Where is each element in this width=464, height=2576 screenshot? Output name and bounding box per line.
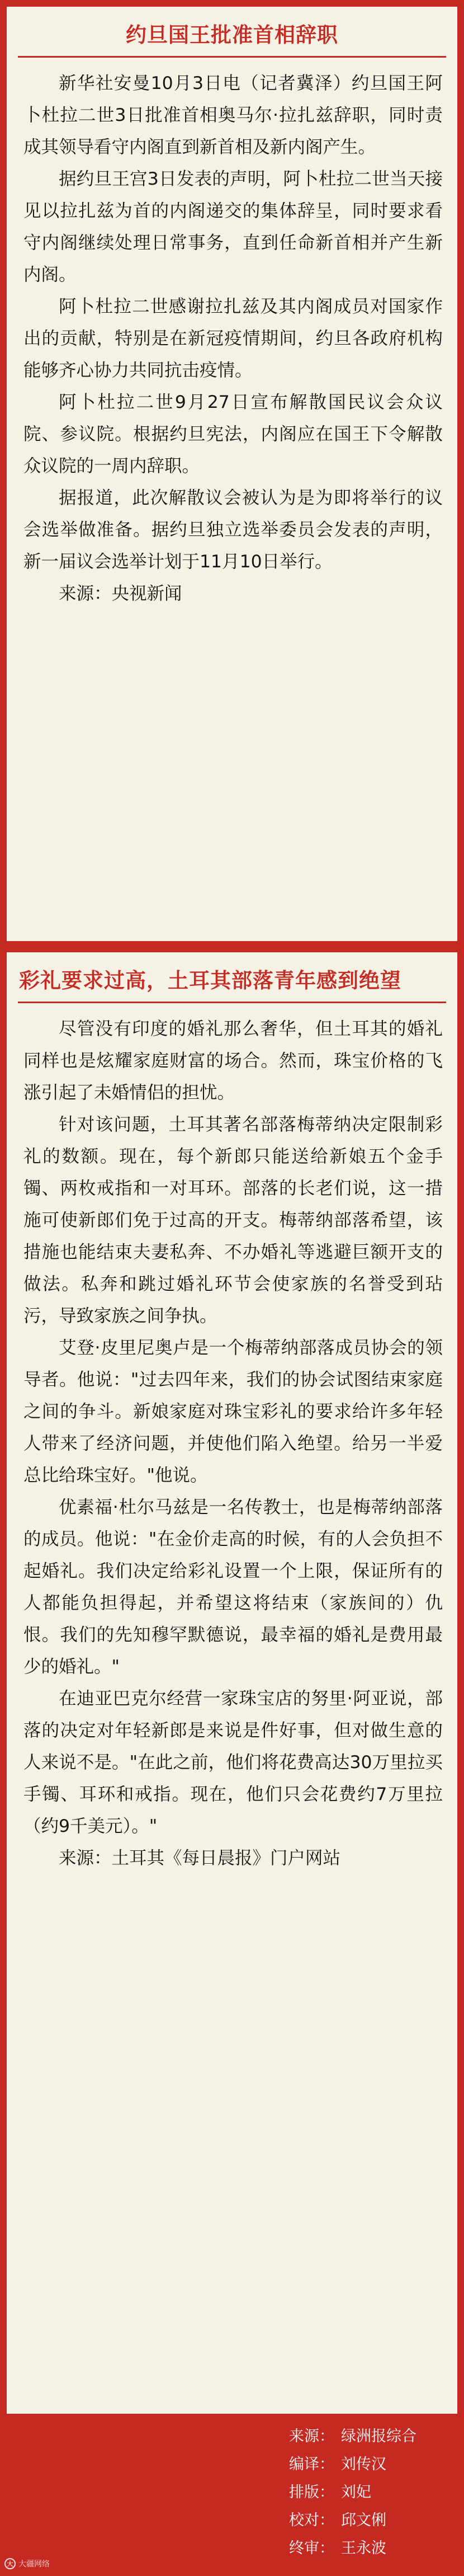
headline-divider [18, 56, 446, 58]
headline-jordan: 约旦国王批准首相辞职 [126, 22, 338, 47]
credit-final-review [263, 2535, 464, 2563]
watermark-text: 大疆网络 [18, 2560, 50, 2569]
headline-divider [18, 1002, 446, 1003]
watermark [4, 2558, 50, 2569]
paragraph: 新华社安曼10月3日电（记者冀泽）约旦国王阿卜杜拉二世3日批准首相奥马尔·拉扎兹辞职，同时责成其领导看守内阁直到新首相及新内阁产生。 [23, 73, 443, 157]
watermark-logo-icon: 大 [4, 2558, 16, 2569]
article-panel-turkey [7, 952, 457, 2414]
article-body-turkey [7, 1013, 457, 1874]
credit-value: 绿洲报综合 [341, 2428, 416, 2445]
article-body-jordan [7, 68, 457, 610]
credit-label: 终审： [289, 2540, 334, 2557]
credit-proofreader [263, 2507, 464, 2535]
paragraph: 针对该问题，土耳其著名部落梅蒂纳决定限制彩礼的数额。现在，每个新郎只能送给新娘五个金手镯、两枚戒指和一对耳环。部落的长老们说，这一措施可使新郎们免于过高的开支。梅蒂纳部落希望，该措施也能结束夫妻私奔、不办婚礼等逃避巨额开支的做法。私奔和跳过婚礼环节会使家族的名誉受到玷污，导致家族之间争执。 [23, 1115, 443, 1326]
credit-label: 排版： [289, 2484, 334, 2501]
credit-label: 校对： [289, 2512, 334, 2529]
credit-value: 刘妃 [341, 2484, 371, 2501]
paragraph: 尽管没有印度的婚礼那么奢华，但土耳其的婚礼同样也是炫耀家庭财富的场合。然而，珠宝价格的飞涨引起了未婚情侣的担忧。 [23, 1019, 443, 1103]
paragraph: 艾登·皮里尼奥卢是一个梅蒂纳部落成员协会的领导者。他说："过去四年来，我们的协会试图结束家庭之间的争斗。新娘家庭对珠宝彩礼的要求给许多年轻人带来了经济问题，并使他们陷入绝望。给另一半爱总比给珠宝好。"他说。 [23, 1338, 443, 1486]
credit-label: 来源： [289, 2428, 334, 2445]
paragraph: 阿卜杜拉二世9月27日宣布解散国民议会众议院、参议院。根据约旦宪法，内阁应在国王下令解散众议院的一周内辞职。 [23, 392, 443, 476]
credit-layout [263, 2479, 464, 2507]
credit-value: 刘传汉 [341, 2456, 386, 2473]
paragraph: 据报道，此次解散议会被认为是为即将举行的议会选举做准备。据约旦独立选举委员会发表的声明，新一届议会选举计划于11月10日举行。 [23, 488, 443, 572]
credit-source [263, 2423, 464, 2451]
paragraph: 据约旦王宫3日发表的声明，阿卜杜拉二世当天接见以拉扎兹为首的内阁递交的集体辞呈，同时要求看守内阁继续处理日常事务，直到任命新首相并产生新内阁。 [23, 169, 443, 285]
source-line: 来源：土耳其《每日晨报》门户网站 [59, 1848, 341, 1868]
editorial-credits [263, 2423, 464, 2563]
headline-turkey: 彩礼要求过高，土耳其部落青年感到绝望 [19, 968, 401, 993]
article-panel-jordan [7, 7, 457, 941]
credit-value: 王永波 [341, 2540, 386, 2557]
paragraph: 阿卜杜拉二世感谢拉扎兹及其内阁成员对国家作出的贡献，特别是在新冠疫情期间，约旦各政府机构能够齐心协力共同抗击疫情。 [23, 297, 443, 380]
source-line: 来源：央视新闻 [59, 584, 182, 604]
credit-compiler [263, 2451, 464, 2479]
credit-label: 编译： [289, 2456, 334, 2473]
paragraph: 在迪亚巴克尔经营一家珠宝店的努里·阿亚说，部落的决定对年轻新郎是来说是件好事，但对做生意的人来说不是。"在此之前，他们将花费高达30万里拉买手镯、耳环和戒指。现在，他们只会花费约7万里拉（约9千美元）。" [23, 1689, 443, 1836]
credit-value: 邱文俐 [341, 2512, 386, 2529]
paragraph: 优素福·杜尔马兹是一名传教士，也是梅蒂纳部落的成员。他说："在金价走高的时候，有的人会负担不起婚礼。我们决定给彩礼设置一个上限，保证所有的人都能负担得起，并希望这将结束（家族间的）仇恨。我们的先知穆罕默德说，最幸福的婚礼是费用最少的婚礼。" [23, 1497, 443, 1677]
